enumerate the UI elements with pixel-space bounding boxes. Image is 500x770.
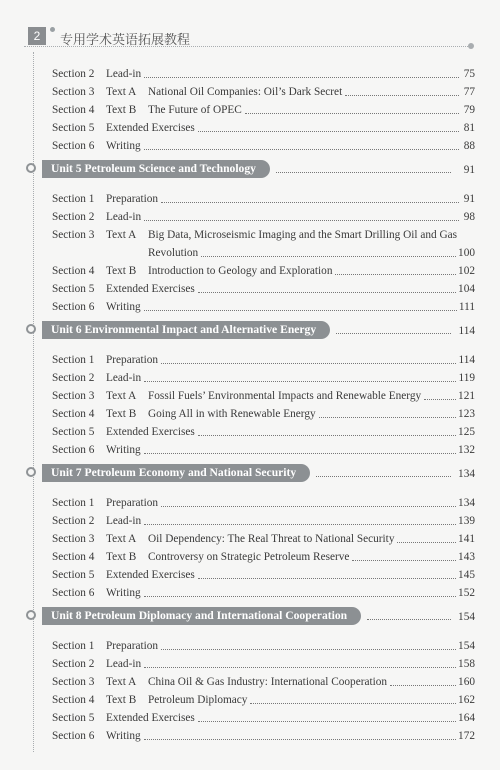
entry-type: Text A	[106, 86, 137, 98]
dot-leader	[144, 596, 456, 597]
unit-bullet-icon	[26, 324, 36, 334]
dot-leader	[144, 220, 459, 221]
page-number: 79	[463, 104, 475, 116]
toc-entry	[52, 635, 475, 653]
book-title: 专用学术英语拓展教程	[60, 33, 191, 48]
page-number: 100	[458, 247, 475, 259]
entry-type: Extended Exercises	[106, 712, 195, 724]
page-number: 75	[463, 68, 475, 80]
toc-entry	[52, 99, 475, 117]
section-label: Section 4	[52, 265, 95, 277]
page-number: 132	[458, 444, 475, 456]
page-number: 145	[458, 569, 475, 581]
page-number: 102	[458, 265, 475, 277]
page-number: 172	[458, 730, 475, 742]
dot-leader	[161, 363, 456, 364]
page-number: 98	[463, 211, 475, 223]
dot-leader	[144, 739, 456, 740]
entry-type: Writing	[106, 587, 141, 599]
entry-type: Text B	[106, 694, 137, 706]
page-number: 111	[458, 301, 475, 313]
page-number: 134	[458, 497, 475, 509]
entry-type: Text B	[106, 265, 137, 277]
entry-title: Introduction to Geology and Exploration	[148, 265, 333, 277]
entry-type: Lead-in	[106, 515, 142, 527]
dot-leader	[144, 524, 456, 525]
page-number: 104	[458, 283, 475, 295]
page-number: 154	[458, 640, 475, 652]
dot-leader	[161, 506, 456, 507]
entry-title-continuation: Revolution	[148, 247, 199, 259]
dot-leader	[367, 619, 451, 620]
dot-leader	[345, 95, 459, 96]
page-number: 160	[458, 676, 475, 688]
toc-entry	[52, 582, 475, 600]
unit-heading	[26, 607, 475, 627]
dot-leader	[161, 649, 456, 650]
page-number: 158	[458, 658, 475, 670]
dot-leader	[161, 202, 459, 203]
toc-entry	[52, 528, 475, 546]
section-label: Section 6	[52, 140, 95, 152]
page-number: 114	[458, 354, 475, 366]
dot-leader	[144, 149, 459, 150]
page-number: 152	[458, 587, 475, 599]
entry-type: Text A	[106, 533, 137, 545]
toc-entry	[52, 385, 475, 403]
dot-leader	[316, 476, 451, 477]
dot-leader	[390, 685, 456, 686]
section-label: Section 3	[52, 533, 95, 545]
toc-entry	[52, 260, 475, 278]
page-number: 141	[458, 533, 475, 545]
unit-bullet-icon	[26, 467, 36, 477]
section-label: Section 3	[52, 390, 95, 402]
page-number: 154	[458, 611, 475, 623]
toc-entry	[52, 689, 475, 707]
section-label: Section 5	[52, 569, 95, 581]
section-label: Section 4	[52, 408, 95, 420]
dot-leader	[198, 721, 456, 722]
entry-title: Controversy on Strategic Petroleum Reserve	[148, 551, 350, 563]
toc-entry	[52, 63, 475, 81]
entry-title: Fossil Fuels’ Environmental Impacts and Renewable Energy	[148, 390, 422, 402]
entry-type: Text A	[106, 229, 137, 241]
toc-entry	[52, 546, 475, 564]
entry-type: Writing	[106, 730, 141, 742]
toc-entry	[52, 81, 475, 99]
page-number: 77	[463, 86, 475, 98]
section-label: Section 6	[52, 444, 95, 456]
entry-title: Big Data, Microseismic Imaging and the Smart Drilling Oil and Gas	[148, 229, 458, 241]
dot-leader	[144, 310, 457, 311]
entry-type: Preparation	[106, 640, 159, 652]
section-label: Section 2	[52, 658, 95, 670]
section-label: Section 3	[52, 676, 95, 688]
toc-entry	[52, 725, 475, 743]
section-label: Section 3	[52, 229, 95, 241]
section-label: Section 2	[52, 372, 95, 384]
unit-title: Unit 5 Petroleum Science and Technology	[42, 160, 270, 178]
entry-type: Writing	[106, 301, 141, 313]
section-label: Section 4	[52, 104, 95, 116]
entry-type: Preparation	[106, 497, 159, 509]
entry-title: Going All in with Renewable Energy	[148, 408, 316, 420]
entry-type: Text A	[106, 390, 137, 402]
entry-type: Writing	[106, 444, 141, 456]
toc-entry	[52, 117, 475, 135]
toc-entry	[52, 707, 475, 725]
toc-entry	[52, 671, 475, 689]
dot-leader	[335, 274, 456, 275]
dot-leader	[198, 131, 459, 132]
page-number: 81	[463, 122, 475, 134]
section-label: Section 4	[52, 551, 95, 563]
toc-entry	[52, 510, 475, 528]
toc-entry	[52, 206, 475, 224]
unit-bullet-icon	[26, 163, 36, 173]
entry-type: Preparation	[106, 193, 159, 205]
section-label: Section 2	[52, 515, 95, 527]
toc-entry	[52, 224, 475, 242]
page-number: 88	[463, 140, 475, 152]
unit-heading	[26, 464, 475, 484]
entry-type: Text B	[106, 408, 137, 420]
dot-leader	[198, 292, 456, 293]
section-label: Section 5	[52, 426, 95, 438]
section-label: Section 1	[52, 640, 95, 652]
page-number: 91	[463, 164, 475, 176]
unit-heading	[26, 160, 475, 180]
entry-title: China Oil & Gas Industry: International Cooperation	[148, 676, 388, 688]
entry-type: Lead-in	[106, 68, 142, 80]
section-label: Section 5	[52, 283, 95, 295]
entry-type: Lead-in	[106, 658, 142, 670]
toc-entry	[52, 188, 475, 206]
toc-entry	[52, 349, 475, 367]
section-label: Section 5	[52, 712, 95, 724]
dot-leader	[144, 453, 456, 454]
entry-title: National Oil Companies: Oil’s Dark Secret	[148, 86, 343, 98]
dot-leader	[397, 542, 456, 543]
entry-title: Oil Dependency: The Real Threat to National Security	[148, 533, 395, 545]
toc-entry	[52, 564, 475, 582]
section-label: Section 6	[52, 587, 95, 599]
dot-leader	[424, 399, 456, 400]
page-number: 162	[458, 694, 475, 706]
toc-entry	[52, 653, 475, 671]
dot-leader	[144, 667, 456, 668]
entry-type: Extended Exercises	[106, 426, 195, 438]
toc-entry	[52, 403, 475, 421]
section-label: Section 2	[52, 68, 95, 80]
entry-type: Extended Exercises	[106, 283, 195, 295]
unit-bullet-icon	[26, 610, 36, 620]
entry-type: Lead-in	[106, 372, 142, 384]
dot-leader	[276, 172, 451, 173]
entry-type: Lead-in	[106, 211, 142, 223]
page-number: 119	[458, 372, 475, 384]
dot-leader	[245, 113, 459, 114]
dot-leader	[201, 256, 456, 257]
toc-entry	[52, 367, 475, 385]
section-label: Section 2	[52, 211, 95, 223]
entry-type: Text B	[106, 551, 137, 563]
toc-entry	[52, 296, 475, 314]
section-label: Section 1	[52, 354, 95, 366]
entry-type: Text A	[106, 676, 137, 688]
toc-entry	[52, 439, 475, 457]
entry-title: The Future of OPEC	[148, 104, 242, 116]
page-number: 121	[458, 390, 475, 402]
page-number: 164	[458, 712, 475, 724]
unit-title: Unit 7 Petroleum Economy and National Security	[42, 464, 310, 482]
toc-entry-continuation	[148, 242, 475, 260]
page-number: 114	[458, 325, 475, 337]
entry-title: Petroleum Diplomacy	[148, 694, 248, 706]
dot-leader	[336, 333, 451, 334]
unit-title: Unit 6 Environmental Impact and Alternative Energy	[42, 321, 330, 339]
section-label: Section 1	[52, 497, 95, 509]
dot-leader	[198, 435, 456, 436]
section-label: Section 1	[52, 193, 95, 205]
entry-type: Text B	[106, 104, 137, 116]
unit-title: Unit 8 Petroleum Diplomacy and International Cooperation	[42, 607, 361, 625]
section-label: Section 6	[52, 301, 95, 313]
entry-type: Preparation	[106, 354, 159, 366]
page-number: 134	[458, 468, 475, 480]
dot-leader	[144, 77, 459, 78]
page-number: 123	[458, 408, 475, 420]
page-number: 91	[463, 193, 475, 205]
page-number: 143	[458, 551, 475, 563]
page-number-badge: 2	[28, 27, 46, 45]
dot-leader	[250, 703, 456, 704]
toc-entry	[52, 492, 475, 510]
toc-entry	[52, 135, 475, 153]
section-label: Section 4	[52, 694, 95, 706]
page-number: 139	[458, 515, 475, 527]
dot-leader	[144, 381, 456, 382]
section-label: Section 3	[52, 86, 95, 98]
toc-entry	[52, 278, 475, 296]
unit-heading	[26, 321, 475, 341]
toc-entry	[52, 421, 475, 439]
section-label: Section 6	[52, 730, 95, 742]
dot-leader	[319, 417, 456, 418]
page-number: 125	[458, 426, 475, 438]
entry-type: Writing	[106, 140, 141, 152]
entry-type: Extended Exercises	[106, 122, 195, 134]
dot-leader	[198, 578, 456, 579]
entry-type: Extended Exercises	[106, 569, 195, 581]
dot-leader	[352, 560, 456, 561]
section-label: Section 5	[52, 122, 95, 134]
